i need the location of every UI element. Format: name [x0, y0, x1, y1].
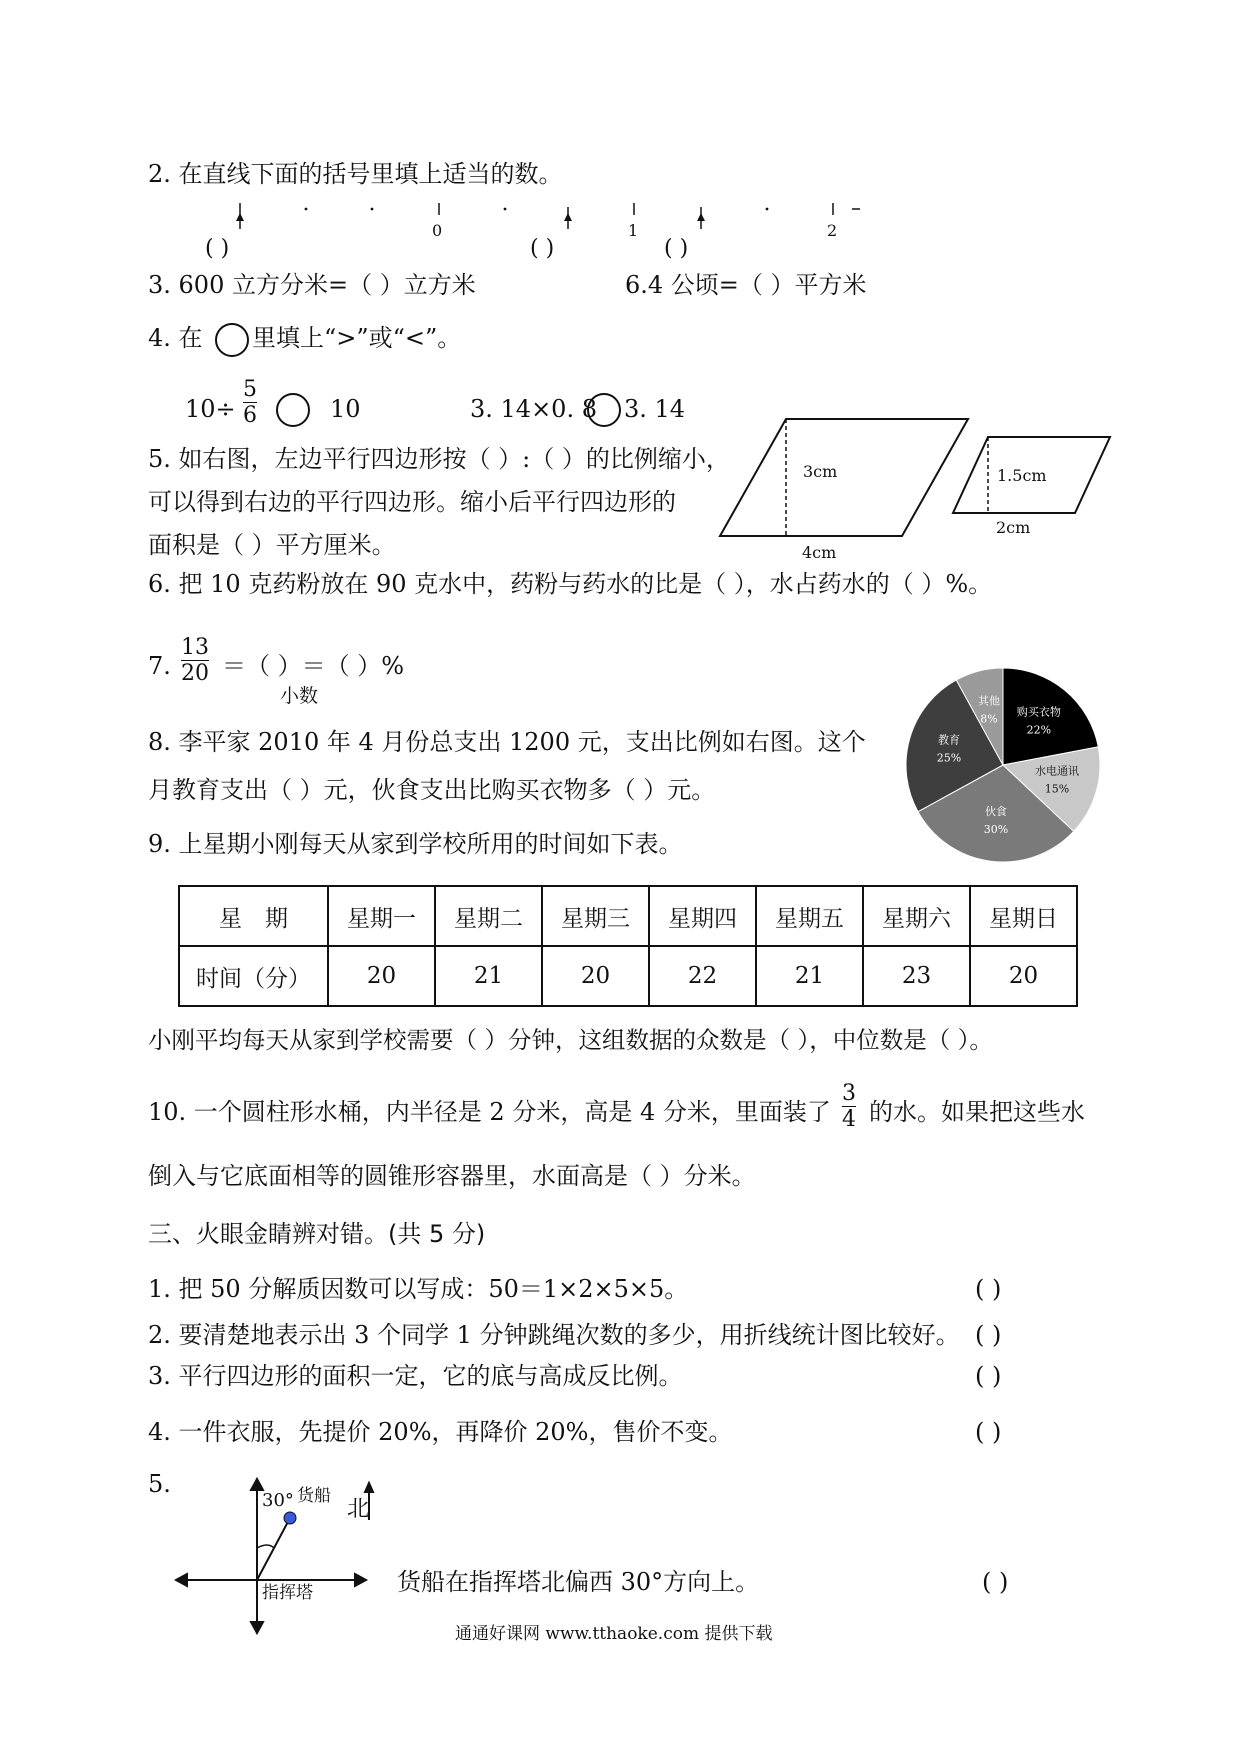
q10-line1-a: 10. 一个圆柱形水桶，内半径是 2 分米，高是 4 分米，里面装了 — [148, 1098, 831, 1126]
tf-blank-2[interactable]: ( ) — [975, 1321, 1002, 1349]
pie-slice-value: 15% — [1044, 782, 1070, 796]
table-header-row — [179, 886, 1077, 946]
diagram-ship-label: 货船 — [297, 1486, 331, 1506]
commute-table — [178, 885, 1078, 1007]
tf-item-3: 3. 平行四边形的面积一定，它的底与高成反比例。 — [148, 1362, 683, 1390]
big-base-label: 4cm — [802, 543, 837, 562]
nl-blank-1: ( ) — [205, 236, 230, 261]
q10-fraction — [842, 1082, 856, 1131]
table-cell: 20 — [328, 946, 435, 1006]
compare-circle-1[interactable] — [276, 393, 310, 427]
q3-left: 3. 600 立方分米=（ ）立方米 — [148, 271, 476, 299]
q2-text: 2. 在直线下面的括号里填上适当的数。 — [148, 160, 563, 188]
q5-line1: 5. 如右图，左边平行四边形按（ ）:（ ）的比例缩小， — [148, 445, 730, 473]
table-row — [179, 946, 1077, 1006]
table-header-cell: 星期日 — [970, 886, 1077, 946]
diagram-north-label: 北 — [347, 1497, 370, 1522]
q3-right: 6.4 公顷=（ ）平方米 — [625, 271, 867, 299]
tf-item-2: 2. 要清楚地表示出 3 个同学 1 分钟跳绳次数的多少，用折线统计图比较好。 — [148, 1321, 960, 1349]
table-cell: 20 — [970, 946, 1077, 1006]
q4-expr1-left: 10÷ — [185, 395, 236, 423]
section3-title: 三、火眼金睛辨对错。(共 5 分) — [148, 1220, 486, 1248]
q5-line2: 可以得到右边的平行四边形。缩小后平行四边形的 — [148, 488, 676, 516]
q7-rest: ＝（ ）＝（ ）% — [222, 652, 405, 680]
compare-circle-2[interactable] — [587, 393, 621, 427]
table-cell: 21 — [435, 946, 542, 1006]
nl-label-2: 2 — [827, 221, 838, 240]
expense-pie-chart — [903, 665, 1103, 865]
tf-blank-4[interactable]: ( ) — [975, 1418, 1002, 1446]
table-cell: 22 — [649, 946, 756, 1006]
q10-frac-den: 4 — [842, 1107, 856, 1133]
tf-item-5-number: 5. — [148, 1470, 171, 1498]
q10-frac-num: 3 — [842, 1081, 856, 1106]
nl-label-1: 1 — [628, 221, 639, 240]
q7-prefix: 7. — [148, 652, 171, 680]
pie-slice-value: 25% — [936, 751, 962, 765]
q7-frac-den: 20 — [181, 661, 209, 687]
parallelograms-figure — [720, 410, 1120, 570]
q4-expr2-right: 3. 14 — [624, 395, 686, 423]
tf-blank-5[interactable]: ( ) — [982, 1568, 1009, 1596]
pie-slice-label: 教育 — [937, 733, 960, 747]
diagram-tower-label: 指挥塔 — [262, 1583, 313, 1603]
tf-item-5-text: 货船在指挥塔北偏西 30°方向上。 — [397, 1568, 760, 1596]
diagram-angle-label: 30° — [262, 1490, 294, 1511]
nl-blank-3: ( ) — [664, 236, 689, 261]
table-header-cell: 星期三 — [542, 886, 649, 946]
tf-item-1: 1. 把 50 分解质因数可以写成：50＝1×2×5×5。 — [148, 1275, 689, 1303]
table-header-cell: 星期一 — [328, 886, 435, 946]
nl-label-0: 0 — [432, 221, 443, 240]
q9-text: 9. 上星期小刚每天从家到学校所用的时间如下表。 — [148, 830, 683, 858]
pie-slice-label: 其他 — [978, 694, 1001, 708]
q4-frac-den: 6 — [243, 403, 257, 429]
footer-text: 通通好课网 www.tthaoke.com 提供下载 — [455, 1624, 773, 1644]
tf-blank-1[interactable]: ( ) — [975, 1275, 1002, 1303]
q10-line2: 倒入与它底面相等的圆锥形容器里，水面高是（ ）分米。 — [148, 1162, 756, 1190]
q8-line1: 8. 李平家 2010 年 4 月份总支出 1200 元，支出比例如右图。这个 — [148, 728, 866, 756]
table-header-cell: 星期六 — [863, 886, 970, 946]
small-height-label: 1.5cm — [997, 466, 1047, 485]
pie-slice-value: 22% — [1026, 723, 1052, 737]
q7-fraction — [181, 636, 209, 685]
tf-item-4: 4. 一件衣服，先提价 20%，再降价 20%，售价不变。 — [148, 1418, 733, 1446]
q5-line3: 面积是（ ）平方厘米。 — [148, 531, 396, 559]
q4-prefix: 4. 在 — [148, 324, 203, 352]
table-cell: 23 — [863, 946, 970, 1006]
q8-line2: 月教育支出（ ）元，伙食支出比购买衣物多（ ）元。 — [148, 776, 716, 804]
q4-fraction — [243, 378, 257, 427]
table-header-cell: 星 期 — [179, 886, 328, 946]
table-header-cell: 星期二 — [435, 886, 542, 946]
table-cell: 21 — [756, 946, 863, 1006]
q4-frac-num: 5 — [243, 377, 257, 402]
small-base-label: 2cm — [996, 518, 1031, 537]
compare-circle-icon — [215, 323, 249, 357]
q10-line1-b: 的水。如果把这些水 — [869, 1098, 1085, 1126]
q7-decimal-note: 小数 — [280, 685, 319, 707]
q6-text: 6. 把 10 克药粉放在 90 克水中，药粉与药水的比是（ ），水占药水的（ ）%。 — [148, 570, 993, 598]
table-cell: 20 — [542, 946, 649, 1006]
table-header-cell: 星期四 — [649, 886, 756, 946]
big-height-label: 3cm — [803, 462, 838, 481]
table-header-cell: 星期五 — [756, 886, 863, 946]
pie-slice-value: 8% — [980, 712, 998, 726]
table-cell: 时间（分） — [179, 946, 328, 1006]
q9-after: 小刚平均每天从家到学校需要（ ）分钟，这组数据的众数是（ ），中位数是（ ）。 — [148, 1026, 993, 1054]
q4-expr1-right: 10 — [330, 395, 361, 423]
pie-slice-value: 30% — [983, 822, 1009, 836]
q4-instruction: 里填上“>”或“<”。 — [252, 324, 462, 352]
q4-expr2-left: 3. 14×0. 8 — [470, 395, 597, 423]
q7-frac-num: 13 — [181, 635, 209, 660]
pie-slice-label: 购买衣物 — [1016, 705, 1061, 719]
nl-blank-2: ( ) — [530, 236, 555, 261]
pie-slice-label: 水电通讯 — [1035, 764, 1080, 778]
pie-slice-label: 伙食 — [984, 804, 1007, 818]
tf-blank-3[interactable]: ( ) — [975, 1362, 1002, 1390]
